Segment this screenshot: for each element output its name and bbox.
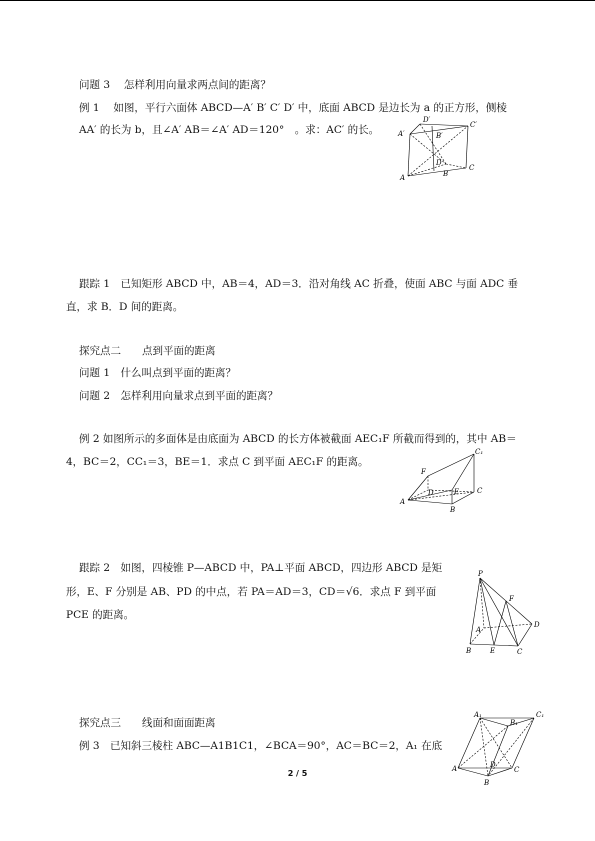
svg-text:C₁: C₁ xyxy=(475,448,484,456)
example-3-line-1: 例 3 已知斜三棱柱 ABC—A1B1C1，∠BCA＝90°，AC＝BC＝2，A₁ 在底 xyxy=(79,740,443,752)
section-2-question-1: 问题 1 什么叫点到平面的距离？ xyxy=(79,367,237,379)
track-2-line-1: 跟踪 2 如图，四棱锥 P—ABCD 中，PA⊥平面 ABCD，四边形 ABCD 是矩 xyxy=(79,562,443,574)
svg-text:D: D xyxy=(436,159,442,167)
page-number: 2 / 5 xyxy=(287,769,308,778)
svg-text:A₁: A₁ xyxy=(474,711,482,719)
example-1-line-2: AA′ 的长为 b，且∠A′ AB＝∠A′ AD＝120° 。求：AC′ 的长。 xyxy=(79,124,380,136)
svg-text:B: B xyxy=(443,170,449,178)
track-1-line-2: 直，求 B．D 间的距离。 xyxy=(66,301,184,313)
example-2-line-2: 4，BC＝2，CC₁＝3，BE＝1．求点 C 到平面 AEC₁F 的距离。 xyxy=(66,456,369,468)
svg-text:D′: D′ xyxy=(423,116,431,124)
pyramid-figure xyxy=(460,572,545,658)
svg-text:B: B xyxy=(466,647,472,655)
section-2-title: 探究点二 点到平面的距离 xyxy=(79,345,216,357)
svg-text:B′: B′ xyxy=(436,132,443,140)
page-top-rule xyxy=(0,0,595,1)
svg-text:A: A xyxy=(400,174,406,182)
svg-text:P: P xyxy=(478,570,483,578)
svg-text:E: E xyxy=(490,647,496,655)
svg-text:D: D xyxy=(490,761,496,769)
svg-text:E: E xyxy=(454,488,460,496)
svg-text:D: D xyxy=(428,489,434,497)
track-2-line-3: PCE 的距离。 xyxy=(66,609,135,621)
example-2-line-1: 例 2 如图所示的多面体是由底面为 ABCD 的长方体被截面 AEC₁F 所截而得到的，其中 AB＝ xyxy=(79,433,517,445)
svg-text:F: F xyxy=(509,595,514,603)
question-3-title: 问题 3 怎样利用向量求两点间的距离？ xyxy=(79,79,271,91)
svg-text:C: C xyxy=(469,164,475,172)
section-2-question-2: 问题 2 怎样利用向量求点到平面的距离？ xyxy=(79,390,279,402)
polyhedron-figure xyxy=(398,446,494,514)
svg-text:A: A xyxy=(452,765,458,773)
svg-text:A: A xyxy=(400,498,406,506)
track-1-line-1: 跟踪 1 已知矩形 ABCD 中，AB＝4，AD＝3．沿对角线 AC 折叠，使面 ABC 与面 ADC 垂 xyxy=(79,278,519,290)
svg-text:C′: C′ xyxy=(470,121,477,129)
example-1-line-1: 例 1 如图，平行六面体 ABCD—A′ B′ C′ D′ 中，底面 ABCD 是边长为 a 的正方形，侧棱 xyxy=(79,102,507,114)
svg-text:B: B xyxy=(484,779,490,787)
svg-text:F: F xyxy=(421,468,426,476)
svg-text:B₁: B₁ xyxy=(510,719,518,727)
svg-text:C: C xyxy=(517,648,523,656)
svg-text:A′: A′ xyxy=(398,130,405,138)
svg-text:D: D xyxy=(534,621,540,629)
svg-text:B: B xyxy=(450,506,456,514)
parallelepiped-figure xyxy=(396,116,481,188)
svg-text:C₁: C₁ xyxy=(536,711,545,719)
section-3-title: 探究点三 线面和面面距离 xyxy=(79,717,216,729)
svg-text:C: C xyxy=(514,766,520,774)
track-2-line-2: 形，E、F 分别是 AB、PD 的中点，若 PA＝AD＝3，CD＝√6．求点 F 到平面 xyxy=(66,586,437,598)
svg-text:C: C xyxy=(477,487,483,495)
svg-text:A: A xyxy=(476,626,482,634)
